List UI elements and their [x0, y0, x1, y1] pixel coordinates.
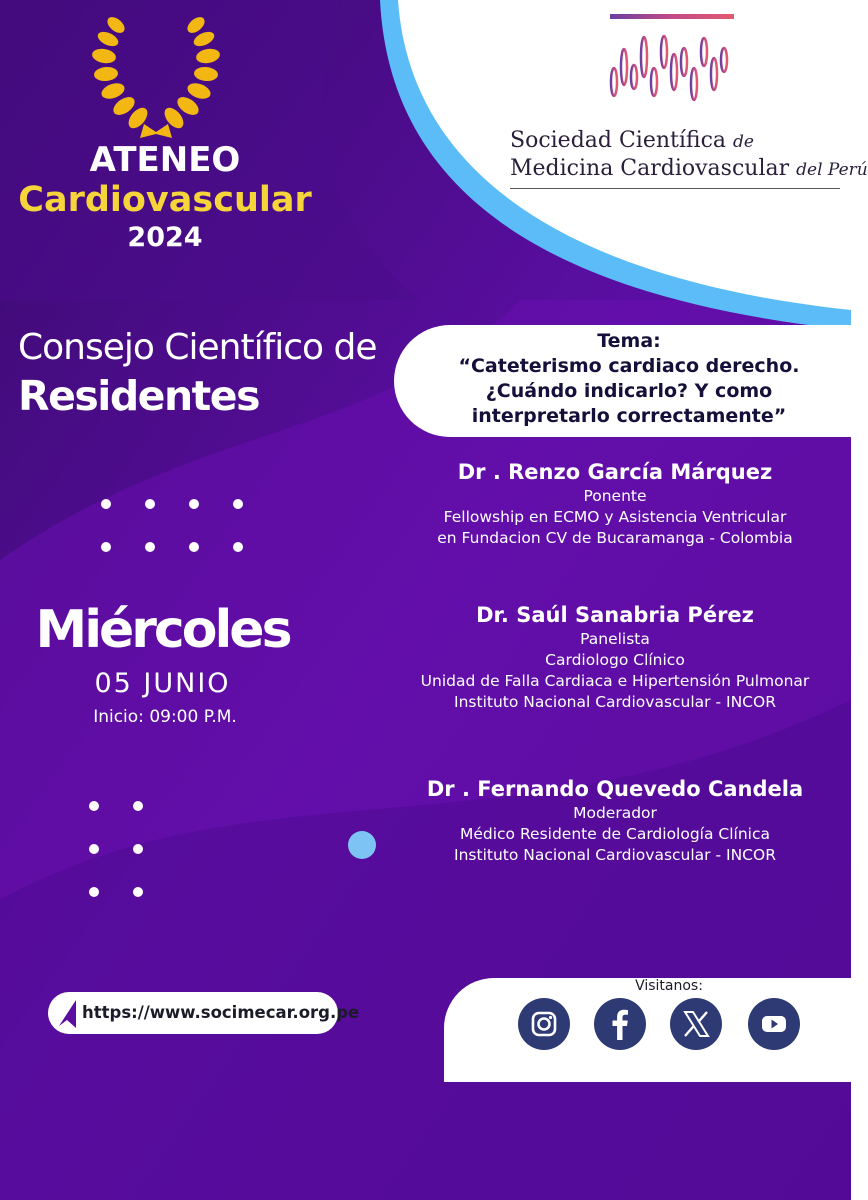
facebook-icon[interactable] — [594, 998, 646, 1050]
cursor-arrow-icon — [56, 998, 80, 1030]
topic-line3: interpretarlo correctamente” — [471, 405, 787, 427]
speaker-role: Ponente — [583, 487, 647, 505]
cardiovascular-title: Cardiovascular — [18, 180, 312, 220]
society-underline — [510, 188, 840, 189]
panelist-block — [400, 601, 830, 713]
ateneo-title: ATENEO — [89, 140, 241, 180]
social-label: Visitanos: — [635, 978, 703, 994]
moderator-detail: Médico Residente de Cardiología Clínica — [459, 825, 770, 843]
society-name-line2: Medicina Cardiovascular del Perú — [510, 156, 868, 181]
event-day: Miércoles — [35, 600, 290, 660]
council-title: Consejo Científico de — [18, 327, 377, 368]
topic-label: Tema: — [597, 330, 661, 352]
decorative-dots — [94, 492, 254, 558]
decorative-blue-dot — [348, 831, 376, 859]
x-icon[interactable] — [670, 998, 722, 1050]
moderator-role: Moderador — [573, 804, 657, 822]
youtube-icon[interactable] — [748, 998, 800, 1050]
moderator-detail: Instituto Nacional Cardiovascular - INCOR — [454, 846, 776, 864]
panelist-name: Dr. Saúl Sanabria Pérez — [476, 603, 754, 627]
speaker-name: Dr . Renzo García Márquez — [457, 460, 773, 484]
society-logo-icon — [600, 12, 740, 122]
event-start-time: Inicio: 09:00 P.M. — [93, 707, 237, 727]
society-name-line1: Sociedad Científica de — [510, 128, 754, 153]
event-year: 2024 — [127, 222, 203, 253]
topic-text — [394, 329, 864, 429]
panelist-detail: Cardiologo Clínico — [545, 651, 685, 669]
council-subtitle: Residentes — [18, 372, 259, 420]
decorative-dots — [80, 794, 160, 904]
panelist-role: Panelista — [580, 630, 650, 648]
topic-line2: ¿Cuándo indicarlo? Y como — [485, 380, 773, 402]
speaker-detail: Fellowship en ECMO y Asistencia Ventricular — [443, 508, 787, 526]
website-url[interactable]: https://www.socimecar.org.pe — [82, 1003, 360, 1022]
panelist-detail: Instituto Nacional Cardiovascular - INCOR — [454, 693, 776, 711]
event-date: 05 JUNIO — [94, 668, 231, 699]
speaker-block — [400, 458, 830, 549]
laurel-wreath-icon — [86, 14, 226, 144]
topic-line1: “Cateterismo cardiaco derecho. — [458, 355, 800, 377]
panelist-detail: Unidad de Falla Cardiaca e Hipertensión Pulmonar — [420, 672, 810, 690]
moderator-name: Dr . Fernando Quevedo Candela — [426, 777, 804, 801]
instagram-icon[interactable] — [518, 998, 570, 1050]
speaker-detail: en Fundacion CV de Bucaramanga - Colombia — [437, 529, 793, 547]
moderator-block — [400, 775, 830, 866]
